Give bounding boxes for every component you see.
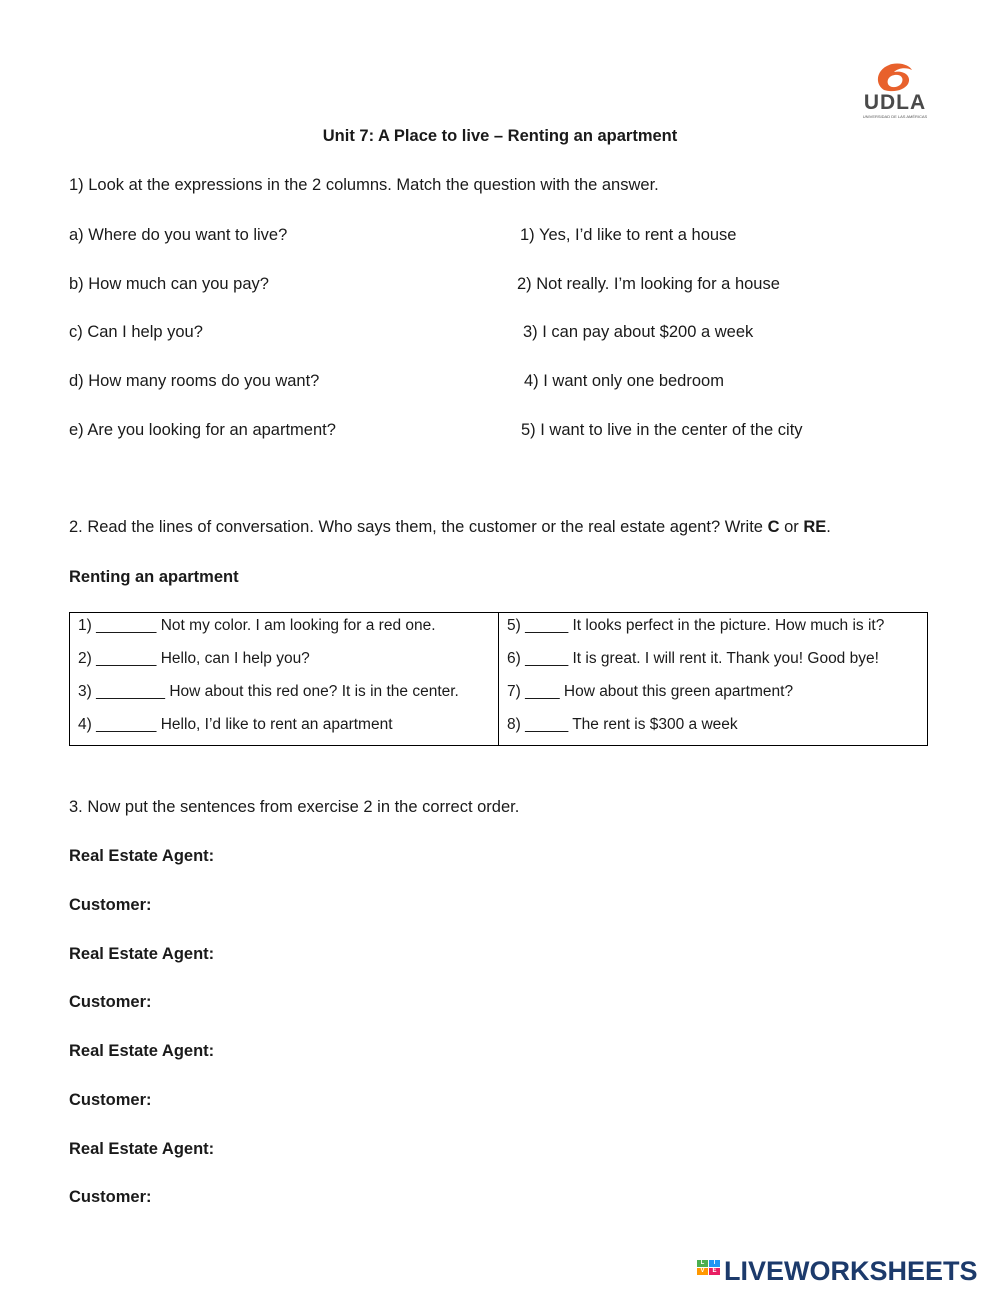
logo-subtitle: UNIVERSIDAD DE LAS AMÉRICAS: [862, 114, 928, 119]
role-label: Customer:: [69, 1188, 152, 1206]
ex1-instruction: 1) Look at the expressions in the 2 columns. Match the question with the answer.: [69, 176, 659, 194]
ex1-answer: 3) I can pay about $200 a week: [523, 323, 754, 341]
ex1-answer: 2) Not really. I’m looking for a house: [517, 275, 780, 293]
conversation-line: 7) ____ How about this green apartment?: [507, 683, 794, 700]
box-e: E: [709, 1268, 720, 1275]
ex2-subtitle: Renting an apartment: [69, 568, 239, 586]
role-label: Real Estate Agent:: [69, 1042, 215, 1060]
role-label: Customer:: [69, 993, 152, 1011]
role-label: Real Estate Agent:: [69, 847, 215, 865]
liveworksheets-icon: [697, 1260, 721, 1284]
conversation-table: [69, 612, 928, 746]
box-v: V: [697, 1268, 708, 1275]
logo-word: UDLA: [863, 91, 927, 114]
ex1-answer: 1) Yes, I’d like to rent a house: [520, 226, 737, 244]
conversation-line: 5) _____ It looks perfect in the picture. How much is it?: [507, 617, 885, 634]
conversation-line: 2) _______ Hello, can I help you?: [78, 650, 310, 667]
role-label: Real Estate Agent:: [69, 1140, 215, 1158]
ex2-instruction-text: 2. Read the lines of conversation. Who says them, the customer or the real estate agent? Write: [69, 518, 768, 536]
page-title: Unit 7: A Place to live – Renting an apartment: [322, 127, 678, 145]
conversation-line: 6) _____ It is great. I will rent it. Thank you! Good bye!: [507, 650, 879, 667]
role-label: Real Estate Agent:: [69, 945, 215, 963]
conversation-right-column: [499, 613, 928, 746]
ex1-question: e) Are you looking for an apartment?: [69, 421, 336, 439]
conversation-left-column: [70, 613, 499, 746]
box-l: L: [697, 1260, 708, 1267]
box-i: I: [709, 1260, 720, 1267]
udla-logo: [862, 60, 928, 122]
liveworksheets-brand: LIVEWORKSHEETS: [724, 1256, 978, 1286]
ex2-dot: .: [826, 518, 831, 536]
conversation-line: 3) ________ How about this red one? It is in the center.: [78, 683, 459, 700]
ex1-question: a) Where do you want to live?: [69, 226, 288, 244]
ex1-question: c) Can I help you?: [69, 323, 203, 341]
ex2-re-code: RE: [803, 518, 827, 536]
role-label: Customer:: [69, 1091, 152, 1109]
ex2-instruction: [69, 517, 831, 537]
ex1-question: b) How much can you pay?: [69, 275, 269, 293]
ex2-or: or: [779, 518, 804, 536]
ex3-instruction: 3. Now put the sentences from exercise 2 in the correct order.: [69, 798, 520, 816]
conversation-line: 1) _______ Not my color. I am looking for a red one.: [78, 617, 436, 634]
role-label: Customer:: [69, 896, 152, 914]
ex1-question: d) How many rooms do you want?: [69, 372, 320, 390]
ex2-c-code: C: [767, 518, 780, 536]
ex1-answer: 5) I want to live in the center of the city: [521, 421, 803, 439]
conversation-line: 8) _____ The rent is $300 a week: [507, 716, 738, 733]
conversation-line: 4) _______ Hello, I’d like to rent an apartment: [78, 716, 393, 733]
flame-icon: [862, 60, 928, 94]
ex1-answer: 4) I want only one bedroom: [524, 372, 724, 390]
